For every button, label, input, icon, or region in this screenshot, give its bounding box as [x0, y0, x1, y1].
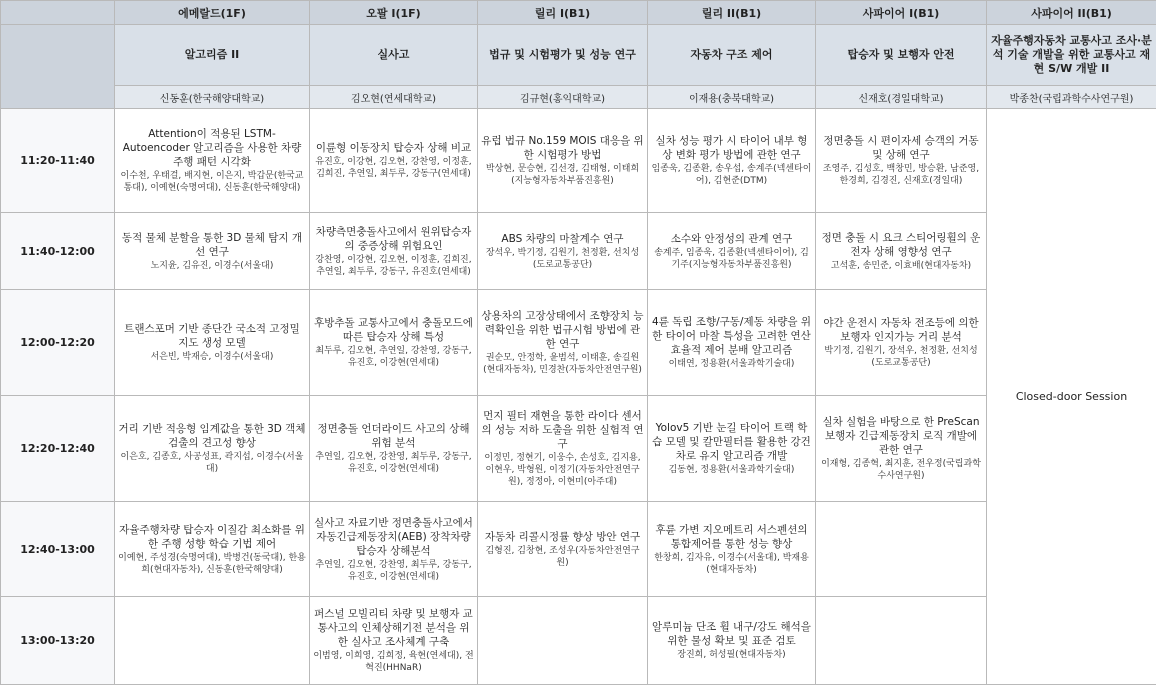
paper-authors: 김형진, 김창현, 조성우(자동차안전연구원) — [485, 545, 640, 568]
paper-cell — [478, 213, 648, 290]
paper-authors: 이범영, 이희영, 김희정, 육현(연세대), 전혁진(HHNaR) — [313, 651, 474, 673]
paper-title: 소수와 안정성의 관계 연구 — [670, 232, 793, 245]
paper-authors: 조영주, 김성호, 백창민, 방승환, 남준영, 한경희, 김경진, 신재호(경일대) — [822, 164, 980, 186]
room-header: 사파이어 II(B1) — [987, 1, 1156, 25]
paper-authors: 박상현, 문승현, 김선경, 김태형, 이태희(지능형자동차부품진흥원) — [485, 164, 640, 186]
paper-authors: 유진호, 이강현, 김오현, 강찬영, 이정훈, 김희진, 추연일, 최두루, 강동구(연세대) — [315, 157, 472, 179]
paper-cell — [115, 502, 310, 597]
time-label: 11:40-12:00 — [1, 213, 115, 290]
paper-cell — [648, 109, 816, 213]
room-header: 오팔 I(1F) — [310, 1, 478, 25]
paper-cell — [310, 597, 478, 685]
session-title: 법규 및 시험평가 및 성능 연구 — [478, 25, 648, 86]
paper-authors: 권순모, 안정학, 윤범석, 이태훈, 송길원(현대자동차), 민경찬(자동차안전연구원) — [483, 353, 642, 375]
paper-authors: 서은빈, 박재승, 이경수(서울대) — [150, 352, 274, 362]
corner-cell — [1, 1, 115, 25]
paper-authors: 이재형, 김종혁, 최지훈, 전우정(국립과학수사연구원) — [821, 459, 981, 481]
session-title: 자율주행자동차 교통사고 조사·분석 기술 개발을 위한 교통사고 재현 S/W 개발 II — [987, 25, 1156, 86]
paper-cell — [648, 502, 816, 597]
paper-cell — [115, 396, 310, 502]
session-title: 탑승자 및 보행자 안전 — [816, 25, 987, 86]
paper-title: 상용차의 고장상태에서 조향장치 능력확인을 위한 법규시험 방법에 관한 연구 — [481, 310, 644, 350]
room-row — [1, 1, 1156, 25]
paper-title: 거리 기반 적응형 임계값을 통한 3D 객체 검출의 견고성 향상 — [118, 423, 306, 449]
time-label: 12:00-12:20 — [1, 290, 115, 396]
time-slot-row — [1, 213, 1156, 290]
time-slot-row — [1, 290, 1156, 396]
paper-cell — [478, 290, 648, 396]
paper-cell — [648, 213, 816, 290]
session-chair: 김규현(홍익대학교) — [478, 86, 648, 109]
paper-cell — [310, 213, 478, 290]
paper-authors: 박기정, 김원기, 장석우, 천정환, 선치성(도로교통공단) — [824, 346, 978, 368]
empty-cell — [816, 597, 987, 685]
paper-title: 정면충돌 시 편이자세 승객의 거동 및 상해 연구 — [823, 135, 979, 161]
paper-cell — [648, 597, 816, 685]
paper-cell — [478, 396, 648, 502]
paper-title: 알루미늄 단조 휠 내구/강도 해석을 위한 물성 확보 및 표준 검토 — [652, 621, 811, 647]
paper-title: 정면 충돌 시 요크 스티어링휠의 운전자 상해 영향성 연구 — [821, 231, 981, 258]
empty-cell — [478, 597, 648, 685]
time-slot-row — [1, 109, 1156, 213]
paper-cell — [648, 290, 816, 396]
room-header: 릴리 I(B1) — [478, 1, 648, 25]
paper-title: ABS 차량의 마찰계수 연구 — [501, 232, 624, 245]
paper-cell — [115, 109, 310, 213]
paper-title: 동적 물체 분할을 통한 3D 물체 탐지 개선 연구 — [121, 231, 303, 258]
time-label: 12:20-12:40 — [1, 396, 115, 502]
session-chair: 박종찬(국립과학수사연구원) — [987, 86, 1156, 109]
session-row — [1, 25, 1156, 86]
room-header: 에메랄드(1F) — [115, 1, 310, 25]
room-header: 릴리 II(B1) — [648, 1, 816, 25]
empty-cell — [115, 597, 310, 685]
paper-cell — [310, 396, 478, 502]
paper-title: 야간 운전시 자동차 전조등에 의한 보행자 인지가능 거리 분석 — [823, 317, 979, 343]
paper-authors: 이태연, 정용환(서울과학기술대) — [668, 359, 795, 369]
paper-authors: 추연일, 김오현, 강찬영, 최두루, 강동구, 유진호, 이강현(연세대) — [315, 559, 472, 582]
paper-authors: 이수천, 우태걸, 배지현, 이은지, 박갑문(한국교통대), 이예현(숙명여대), 신동훈(한국해양대) — [120, 171, 304, 193]
room-header: 사파이어 I(B1) — [816, 1, 987, 25]
paper-title: 실사고 자료기반 정면충돌사고에서 자동긴급제동장치(AEB) 장착차량 탑승자 상해분석 — [314, 516, 473, 557]
time-slot-row — [1, 502, 1156, 597]
paper-authors: 노지윤, 김유진, 이경수(서울대) — [150, 260, 274, 271]
time-label: 12:40-13:00 — [1, 502, 115, 597]
paper-cell — [115, 290, 310, 396]
paper-cell — [816, 109, 987, 213]
paper-title: Yolov5 기반 눈길 타이어 트랙 학습 모델 및 칼만필터를 활용한 강건 차로 유지 알고리즘 개발 — [652, 422, 811, 462]
paper-title: 자동차 리콜시정률 향상 방안 연구 — [484, 530, 641, 543]
paper-authors: 임종욱, 김종환, 송우섭, 송계주(넥센타이어), 김현준(DTM) — [651, 164, 812, 186]
paper-cell — [816, 396, 987, 502]
paper-title: 후륜 가변 지오메트리 서스펜션의 통합제어를 통한 성능 향상 — [655, 523, 808, 550]
paper-title: 실차 실험을 바탕으로 한 PreScan 보행자 긴급제동장치 로직 개발에 관한 연구 — [822, 416, 980, 456]
empty-cell — [816, 502, 987, 597]
paper-cell — [816, 290, 987, 396]
paper-title: 이륜형 이동장치 탑승자 상해 비교 — [315, 142, 472, 154]
paper-authors: 추연일, 김오현, 강찬영, 최두루, 강동구, 유진호, 이강현(연세대) — [315, 452, 472, 474]
paper-authors: 최두루, 김오현, 추연일, 강찬영, 강동구, 유진호, 이강현(연세대) — [315, 346, 472, 368]
session-chair: 신재호(경일대학교) — [816, 86, 987, 109]
paper-title: 정면충돌 언더라이드 사고의 상해위험 분석 — [317, 423, 470, 449]
paper-title: Attention이 적용된 LSTM-Autoencoder 알고리즘을 사용한 차량 주행 패턴 시각화 — [122, 128, 302, 168]
paper-title: 실차 성능 평가 시 타이어 내부 형상 변화 평가 방법에 관한 연구 — [655, 135, 808, 161]
paper-authors: 이은호, 김종호, 사공성표, 곽지섭, 이경수(서울대) — [120, 452, 304, 474]
paper-authors: 고석훈, 송민준, 이효배(현대자동차) — [830, 260, 972, 271]
corner-cell — [1, 25, 115, 109]
time-slot-row — [1, 597, 1156, 685]
paper-authors: 이예현, 주성경(숙명여대), 박병건(동국대), 한용희(현대자동차), 신동훈(한국해양대) — [118, 552, 306, 575]
closed-door-session: Closed-door Session — [987, 109, 1156, 685]
paper-cell — [648, 396, 816, 502]
paper-cell — [478, 502, 648, 597]
paper-authors: 송계주, 임종욱, 김종환(넥센타이어), 김기주(지능형자동차부품진흥원) — [654, 247, 809, 270]
paper-title: 후방추돌 교통사고에서 충돌모드에 따른 탑승자 상해 특성 — [314, 317, 473, 343]
paper-authors: 장진희, 허성필(현대자동차) — [677, 650, 786, 660]
paper-cell — [310, 290, 478, 396]
paper-authors: 김동현, 정용환(서울과학기술대) — [668, 465, 795, 475]
paper-cell — [310, 109, 478, 213]
session-chair: 신동훈(한국해양대학교) — [115, 86, 310, 109]
paper-title: 4륜 독립 조향/구동/제동 차량을 위한 타이어 마찰 특성을 고려한 연산 효율적 제어 분배 알고리즘 — [652, 316, 811, 356]
session-chair: 김오현(연세대학교) — [310, 86, 478, 109]
paper-title: 퍼스널 모빌리티 차량 및 보행자 교통사고의 인체상해기전 분석을 위한 실사고 조사체계 구축 — [314, 608, 473, 648]
paper-cell — [816, 213, 987, 290]
paper-cell — [115, 213, 310, 290]
session-title: 자동차 구조 제어 — [648, 25, 816, 86]
paper-cell — [478, 109, 648, 213]
paper-title: 먼지 필터 재현을 통한 라이다 센서의 성능 저하 도출을 위한 실험적 연구 — [481, 410, 644, 450]
paper-title: 차량측면충돌사고에서 원위탑승자의 중증상해 위험요인 — [315, 225, 472, 252]
time-slot-row — [1, 396, 1156, 502]
session-title: 실사고 — [310, 25, 478, 86]
paper-cell — [310, 502, 478, 597]
paper-authors: 강찬영, 이강현, 김오현, 이정훈, 김희진, 추연일, 최두루, 강동구, 유진호(연세대) — [315, 254, 472, 277]
session-chair: 이재용(충북대학교) — [648, 86, 816, 109]
chair-row — [1, 86, 1156, 109]
paper-title: 트랜스포머 기반 종단간 국소적 고정밀 지도 생성 모델 — [124, 323, 300, 349]
paper-authors: 한창희, 김자유, 이경수(서울대), 박재용(현대자동차) — [654, 552, 809, 575]
paper-title: 유럽 법규 No.159 MOIS 대응을 위한 시험평가 방법 — [481, 135, 644, 161]
time-label: 13:00-13:20 — [1, 597, 115, 685]
paper-authors: 이정민, 정현기, 이웅수, 손성호, 김지용, 이현우, 박형원, 이정기(자동차안전연구원), 정정아, 이현미(아주대) — [484, 453, 641, 487]
time-label: 11:20-11:40 — [1, 109, 115, 213]
session-title: 알고리즘 II — [115, 25, 310, 86]
paper-title: 자율주행차량 탑승자 이질감 최소화를 위한 주행 성향 학습 기법 제어 — [119, 523, 305, 550]
paper-authors: 장석우, 박기정, 김원기, 천정환, 선치성(도로교통공단) — [485, 247, 640, 270]
